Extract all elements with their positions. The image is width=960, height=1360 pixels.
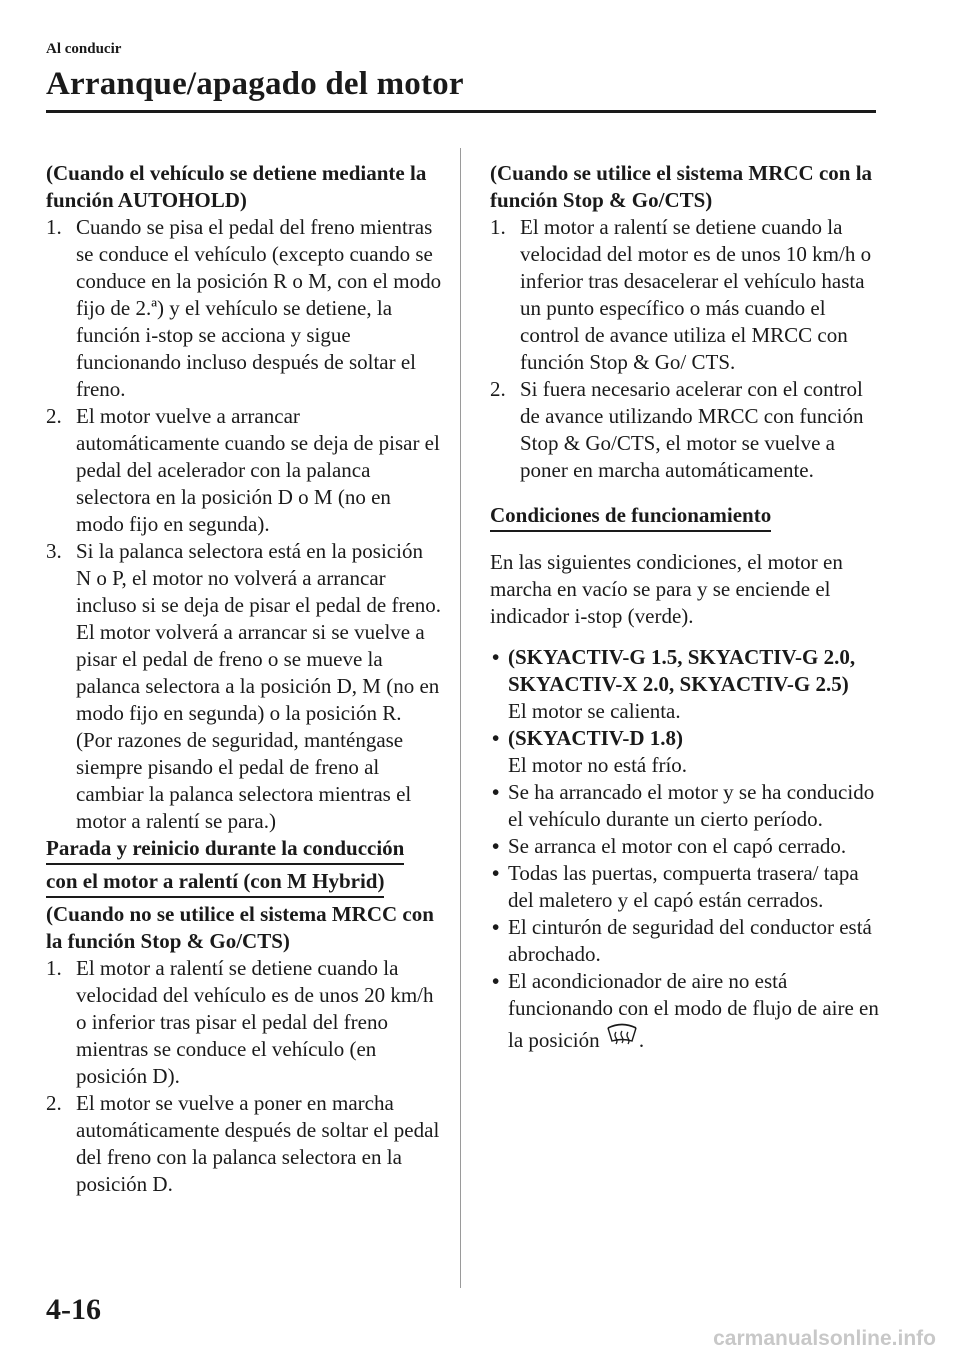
mrcc-steps — [490, 214, 880, 484]
left-column — [46, 160, 442, 1198]
list-item — [490, 833, 880, 860]
step-number: 3. — [46, 539, 62, 563]
step-text: Si la palanca selectora está en la posición N o P, el motor no volverá a arrancar incluso si se deja de pisar el pedal de freno. El motor volverá a arrancar si se vuelve a pisar el pedal de freno o se mueve la palanca selectora a la posición D, M (no en modo fijo en segunda) o la posición R. (Por razones de seguridad, manténgase siempre pisando el pedal de freno al cambiar la palanca selectora mientras el motor a ralentí se para.) — [76, 539, 442, 833]
step-number: 2. — [46, 404, 62, 428]
list-item — [46, 955, 442, 1090]
mrcc-heading: (Cuando se utilice el sistema MRCC con la función Stop & Go/CTS) — [490, 161, 873, 212]
windshield-defroster-icon — [605, 1022, 639, 1050]
bullet-icon: • — [492, 645, 500, 669]
step-text: El motor a ralentí se detiene cuando la velocidad del vehículo es de unos 20 km/h o inferior tras pisar el pedal del freno mientras se conduce el vehículo (en posición D). — [76, 956, 434, 1088]
mhybrid-heading — [46, 835, 442, 901]
page-header — [46, 40, 876, 104]
condition-text: El motor no está frío. — [508, 753, 688, 777]
condition-text: Todas las puertas, compuerta trasera/ tapa del maletero y el capó están cerrados. — [508, 861, 859, 912]
autohold-steps — [46, 214, 442, 835]
mhybrid-heading-line1: Parada y reinicio durante la conducción — [46, 835, 404, 865]
section-label: Al conducir — [46, 41, 122, 57]
step-text: El motor a ralentí se detiene cuando la velocidad del motor es de unos 10 km/h o inferior tras desacelerar el vehículo hasta un punto específico o más cuando el control de avance utiliza el MRCC con función Stop & Go/ CTS. — [520, 215, 872, 374]
list-item — [490, 644, 880, 725]
bullet-icon: • — [492, 726, 500, 750]
no-mrcc-steps — [46, 955, 442, 1198]
bullet-icon: • — [492, 780, 500, 804]
condition-text-main: El acondicionador de aire no está funcionando con el modo de flujo de aire en la posición — [508, 969, 879, 1052]
list-item — [490, 968, 880, 1054]
step-text: El motor vuelve a arrancar automáticamente cuando se deja de pisar el pedal del acelerador con la palanca selectora en la posición D o M (no en modo fijo en segunda). — [76, 404, 440, 536]
watermark: carmanualsonline.info — [713, 1327, 936, 1350]
bullet-icon: • — [492, 969, 500, 993]
conditions-intro: En las siguientes condiciones, el motor en marcha en vacío se para y se enciende el indicador i-stop (verde). — [490, 550, 843, 628]
list-item — [490, 860, 880, 914]
conditions-heading: Condiciones de funcionamiento — [490, 502, 771, 532]
bullet-icon: • — [492, 834, 500, 858]
list-item — [490, 725, 880, 779]
autohold-heading: (Cuando el vehículo se detiene mediante la función AUTOHOLD) — [46, 161, 427, 212]
list-item — [490, 779, 880, 833]
list-item — [46, 1090, 442, 1198]
step-text: Cuando se pisa el pedal del freno mientras se conduce el vehículo (excepto cuando se conduce en la posición R o M, con el modo fijo de 2.ª) y el vehículo se detiene, la función i-stop se acciona y sigue funcionando incluso después de soltar el freno. — [76, 215, 442, 401]
step-number: 2. — [46, 1091, 62, 1115]
step-number: 1. — [46, 956, 62, 980]
list-item — [46, 214, 442, 403]
list-item — [490, 214, 880, 376]
mhybrid-heading-line2: con el motor a ralentí (con M Hybrid) — [46, 868, 384, 898]
list-item — [46, 538, 442, 835]
step-text: Si fuera necesario acelerar con el control de avance utilizando MRCC con función Stop & Go/CTS, el motor se vuelve a poner en marcha automáticamente. — [520, 377, 864, 482]
list-item — [490, 914, 880, 968]
engine-variant-label: (SKYACTIV-G 1.5, SKYACTIV-G 2.0, SKYACTIV-X 2.0, SKYACTIV-G 2.5) — [508, 645, 856, 696]
conditions-list — [490, 644, 880, 1054]
condition-text: Se arranca el motor con el capó cerrado. — [508, 834, 847, 858]
engine-variant-label: (SKYACTIV-D 1.8) — [508, 726, 684, 750]
condition-text: Se ha arrancado el motor y se ha conducido el vehículo durante un cierto período. — [508, 780, 875, 831]
column-divider — [460, 148, 461, 1288]
page-number: 4-16 — [46, 1293, 101, 1326]
no-mrcc-heading: (Cuando no se utilice el sistema MRCC con la función Stop & Go/CTS) — [46, 902, 434, 953]
condition-text: El motor se calienta. — [508, 699, 681, 723]
right-column — [490, 160, 880, 1054]
bullet-icon: • — [492, 861, 500, 885]
condition-text — [508, 968, 880, 1054]
step-text: El motor se vuelve a poner en marcha automáticamente después de soltar el pedal del freno con la palanca selectora en la posición D. — [76, 1091, 440, 1196]
bullet-icon: • — [492, 915, 500, 939]
step-number: 2. — [490, 377, 506, 401]
condition-text-end: . — [638, 1028, 645, 1052]
step-number: 1. — [46, 215, 62, 239]
header-rule — [46, 110, 876, 113]
condition-text: El cinturón de seguridad del conductor está abrochado. — [508, 915, 872, 966]
list-item — [490, 376, 880, 484]
step-number: 1. — [490, 215, 506, 239]
list-item — [46, 403, 442, 538]
page-title: Arranque/apagado del motor — [46, 66, 464, 102]
